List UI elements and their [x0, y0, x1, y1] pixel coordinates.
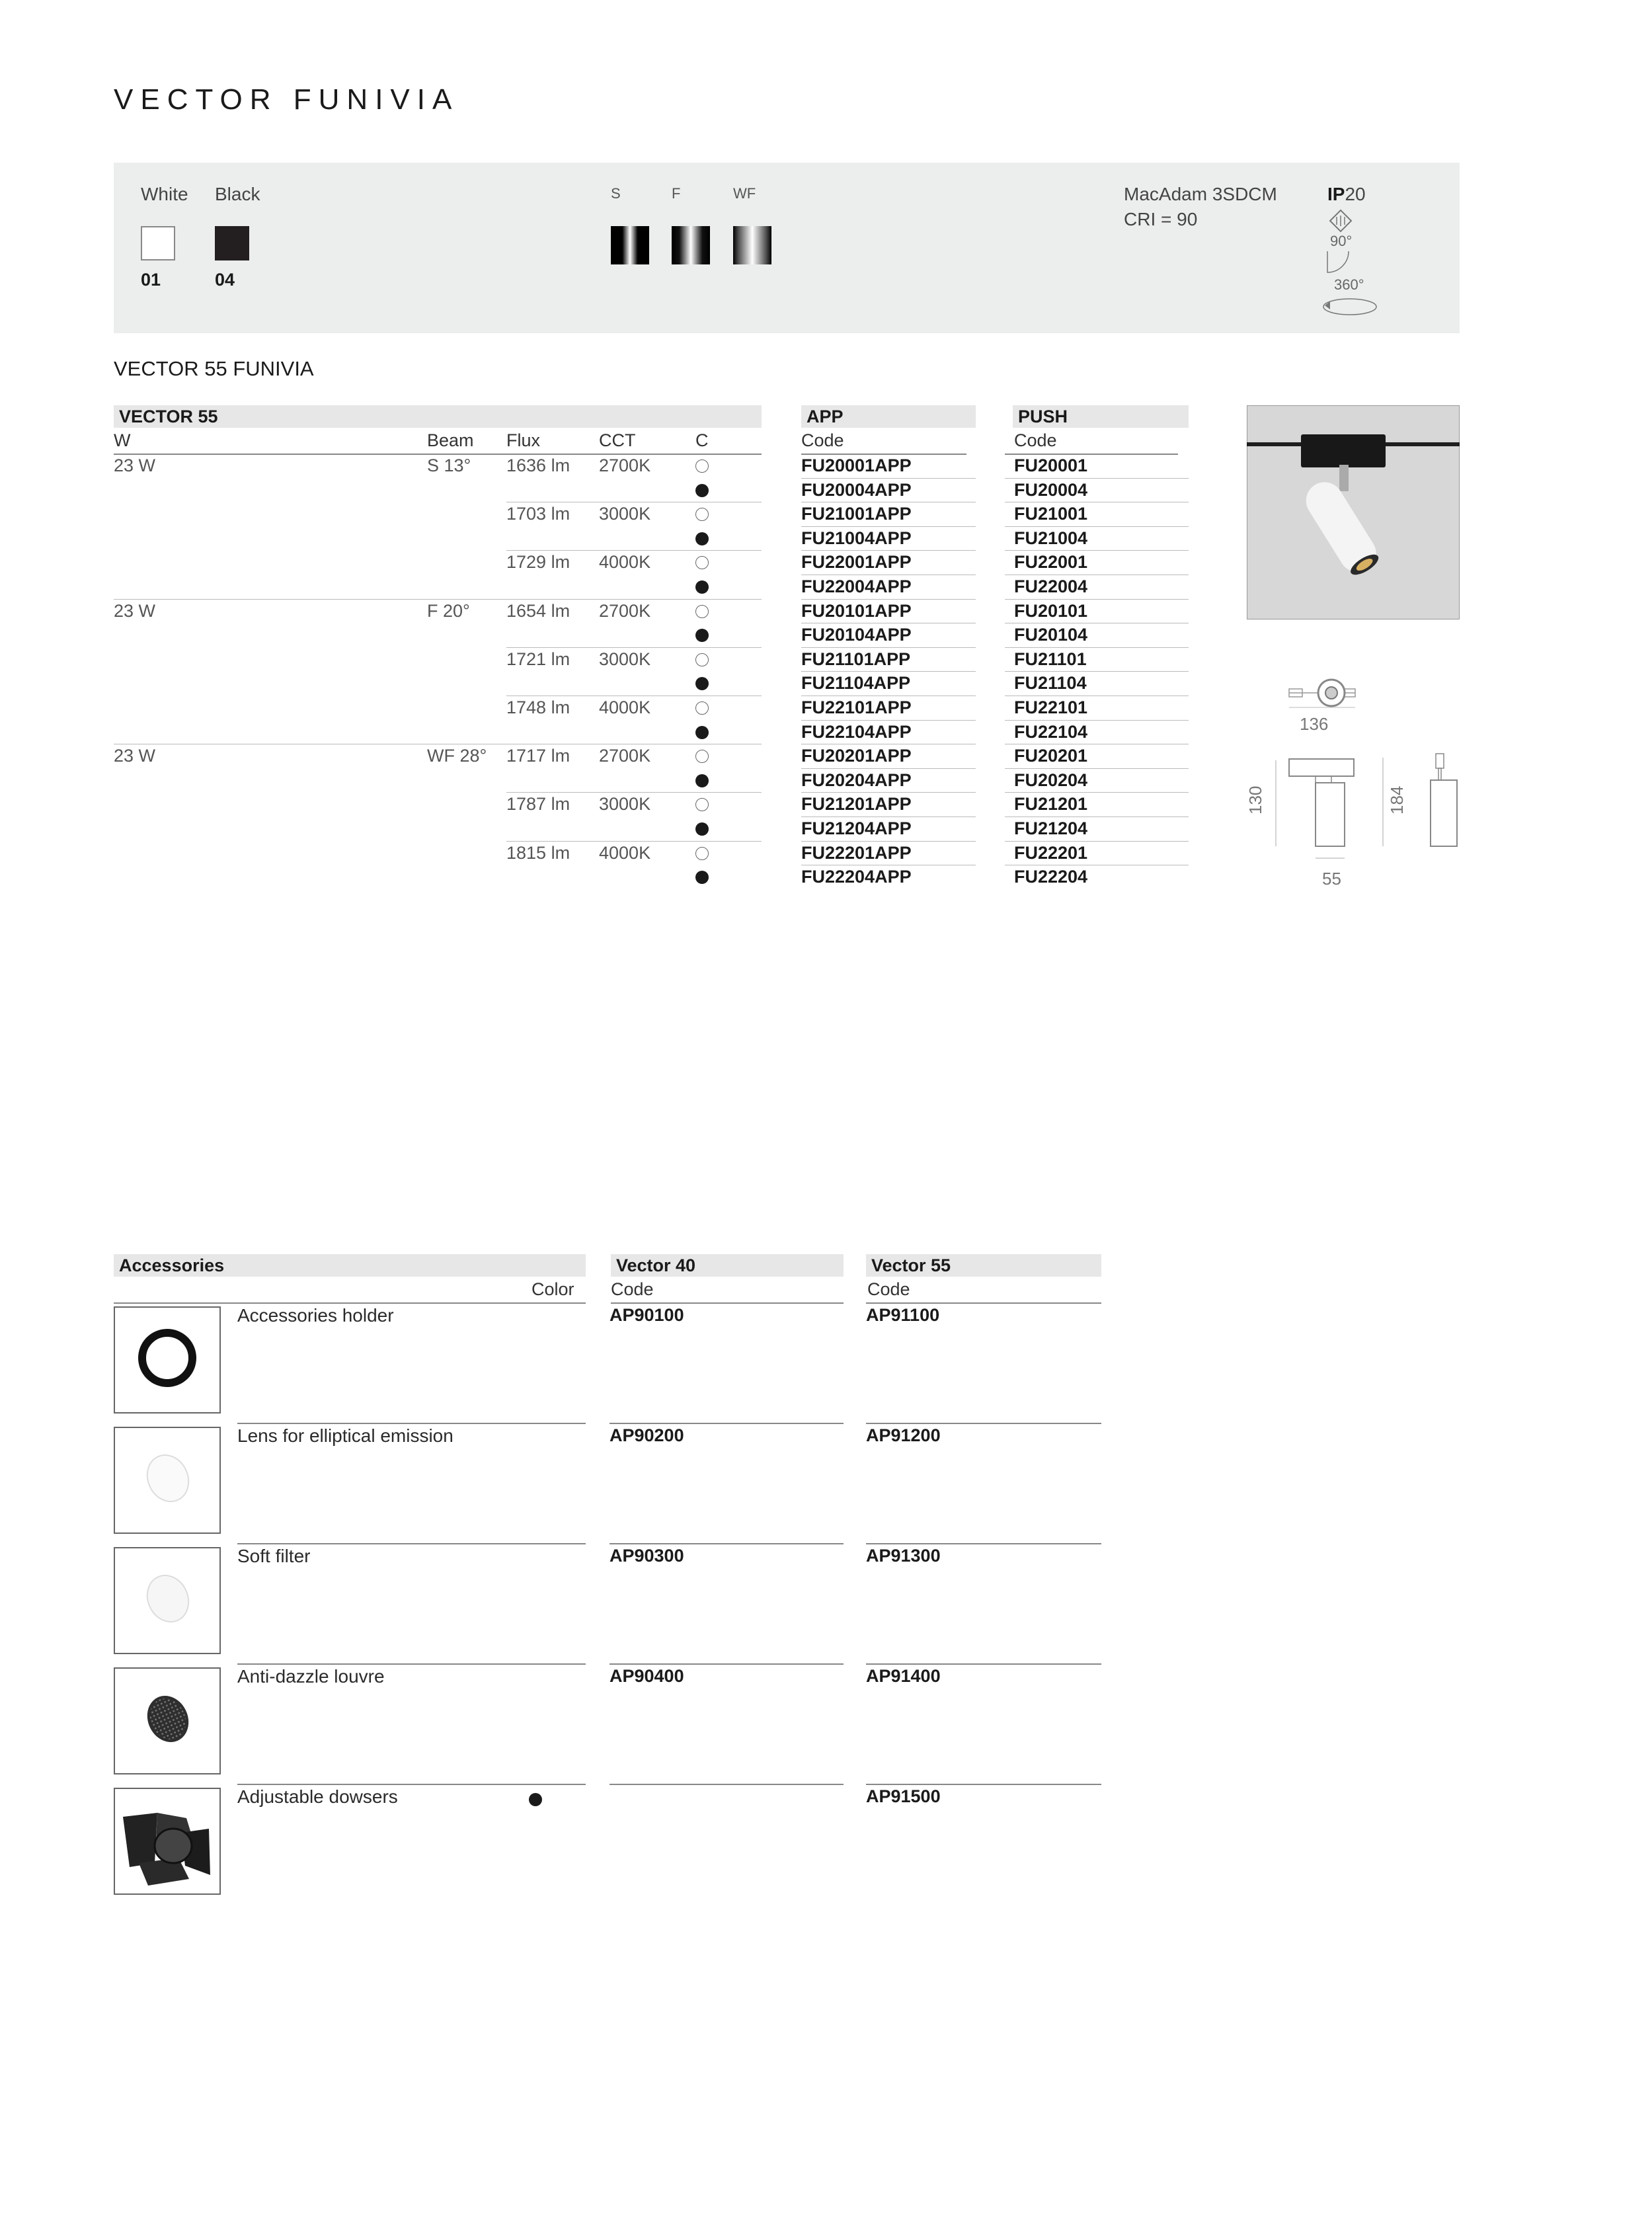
- ip-value: 20: [1345, 184, 1366, 204]
- row-wattage: 23 W: [114, 600, 156, 621]
- push-code-label: Code: [1014, 430, 1057, 450]
- col-header-flux: Flux: [506, 430, 541, 450]
- white-finish-dot: [695, 701, 709, 715]
- accessory-row-rule: [237, 1423, 586, 1424]
- app-code: FU22201APP: [801, 842, 912, 863]
- black-finish-dot: [695, 677, 709, 690]
- push-code: FU20001: [1014, 456, 1088, 475]
- vector55-code: AP91500: [866, 1786, 941, 1806]
- accessory-thumbnail: [114, 1788, 221, 1895]
- black-finish-dot: [529, 1793, 542, 1806]
- app-code: FU21004APP: [801, 528, 912, 548]
- row-cct: 3000K: [599, 504, 651, 524]
- vector40-row-rule: [610, 1423, 844, 1424]
- accessories-header-rule: [114, 1302, 586, 1304]
- row-beam: F 20°: [427, 600, 470, 621]
- row-flux: 1748 lm: [506, 697, 570, 717]
- app-code: FU21204APP: [801, 818, 912, 838]
- white-finish-dot: [695, 508, 709, 521]
- fixture-symbol-icon: [1327, 209, 1354, 233]
- push-code: FU21004: [1014, 528, 1088, 548]
- accessory-row-rule: [237, 1543, 586, 1544]
- ip-prefix: IP: [1327, 184, 1345, 204]
- app-code-label: Code: [801, 430, 844, 450]
- row-cct: 2700K: [599, 746, 651, 766]
- row-cct: 2700K: [599, 600, 651, 621]
- cri-spec: CRI = 90: [1124, 209, 1198, 229]
- vector40-code-label: Code: [611, 1279, 654, 1299]
- finish-label-black: Black: [215, 184, 260, 204]
- beam-label-s: S: [611, 185, 621, 202]
- accessory-row-rule: [237, 1784, 586, 1785]
- accessory-name: Accessories holder: [237, 1305, 394, 1326]
- tilt-angle: 90°: [1330, 233, 1353, 249]
- dim-top-width: 136: [1300, 714, 1329, 734]
- push-code: FU21001: [1014, 504, 1088, 524]
- macadam-spec: MacAdam 3SDCM: [1124, 184, 1277, 204]
- vector40-row-rule: [610, 1543, 844, 1544]
- ring-icon: [115, 1308, 219, 1412]
- accessory-thumbnail: [114, 1306, 221, 1414]
- white-finish-dot: [695, 798, 709, 811]
- row-beam: S 13°: [427, 456, 471, 475]
- push-code: FU20204: [1014, 770, 1088, 790]
- dim-height-right: 184: [1387, 785, 1407, 815]
- row-cct: 4000K: [599, 842, 651, 863]
- spot-beam-icon: [611, 226, 649, 264]
- white-finish-dot: [695, 750, 709, 763]
- vector40-header-rule: [611, 1302, 844, 1304]
- app-header: APP: [801, 405, 976, 428]
- row-flux: 1729 lm: [506, 552, 570, 573]
- vector55-code: AP91400: [866, 1666, 941, 1686]
- table-group-header: VECTOR 55: [114, 405, 762, 428]
- white-finish-dot: [695, 556, 709, 569]
- push-code: FU20101: [1014, 600, 1088, 621]
- vector40-code: AP90300: [610, 1546, 684, 1566]
- app-code: FU22001APP: [801, 552, 912, 573]
- vector55-row-rule: [866, 1543, 1101, 1544]
- beam-label-wf: WF: [733, 185, 756, 202]
- vector55-row-rule: [866, 1784, 1101, 1785]
- row-cct: 3000K: [599, 794, 651, 815]
- accessories-color-label: Color: [531, 1279, 574, 1299]
- app-code: FU20204APP: [801, 770, 912, 790]
- app-code: FU22204APP: [801, 867, 912, 887]
- black-finish-dot: [695, 629, 709, 642]
- accessory-name: Adjustable dowsers: [237, 1786, 398, 1807]
- app-code: FU22004APP: [801, 577, 912, 596]
- black-finish-dot: [695, 726, 709, 739]
- black-finish-dot: [695, 871, 709, 884]
- row-flux: 1721 lm: [506, 649, 570, 669]
- row-flux: 1654 lm: [506, 600, 570, 621]
- push-code: FU21101: [1014, 649, 1087, 669]
- accessory-name: Soft filter: [237, 1546, 311, 1566]
- dowsers-icon: [115, 1789, 219, 1893]
- row-flux: 1703 lm: [506, 504, 570, 524]
- black-finish-dot: [695, 532, 709, 545]
- lens-icon: [115, 1428, 219, 1533]
- rotation-angle: 360°: [1334, 276, 1364, 293]
- accessory-thumbnail: [114, 1427, 221, 1534]
- app-code: FU21101APP: [801, 649, 911, 669]
- row-wattage: 23 W: [114, 746, 156, 766]
- finish-code-white: 01: [141, 270, 161, 290]
- app-code: FU20201APP: [801, 746, 912, 766]
- tilt-arc-icon: [1326, 250, 1353, 276]
- app-code: FU21001APP: [801, 504, 912, 524]
- product-photo: [1247, 405, 1460, 619]
- push-code: FU22101: [1014, 697, 1088, 717]
- louvre-icon: [115, 1669, 219, 1773]
- push-code: FU22204: [1014, 867, 1088, 887]
- app-code: FU22101APP: [801, 697, 912, 717]
- app-code: FU22104APP: [801, 721, 912, 742]
- dim-bottom-width: 55: [1322, 869, 1341, 889]
- row-cct: 3000K: [599, 649, 651, 669]
- vector55-row-rule: [866, 1423, 1101, 1424]
- accessory-thumbnail: [114, 1667, 221, 1774]
- row-flux: 1636 lm: [506, 456, 570, 475]
- wide-flood-beam-icon: [733, 226, 771, 264]
- vector55-row-rule: [866, 1663, 1101, 1665]
- app-code: FU20004APP: [801, 479, 912, 500]
- black-swatch: [215, 226, 249, 260]
- vector40-row-rule: [610, 1784, 844, 1785]
- vector55-header-rule: [866, 1302, 1101, 1304]
- vector55-code: AP91300: [866, 1546, 941, 1566]
- row-wattage: 23 W: [114, 456, 156, 475]
- push-code: FU20201: [1014, 746, 1088, 766]
- vector40-code: AP90400: [610, 1666, 684, 1686]
- push-code: FU20104: [1014, 625, 1088, 645]
- accessories-header: Accessories: [114, 1254, 586, 1277]
- push-code: FU22201: [1014, 842, 1088, 863]
- col-header-beam: Beam: [427, 430, 474, 450]
- rotation-ellipse-icon: [1322, 294, 1382, 317]
- app-code: FU21104APP: [801, 673, 911, 694]
- white-finish-dot: [695, 459, 709, 473]
- push-code: FU21204: [1014, 818, 1088, 838]
- col-header-w: W: [114, 430, 131, 450]
- finish-code-black: 04: [215, 270, 235, 290]
- vector40-header: Vector 40: [611, 1254, 844, 1277]
- row-beam: WF 28°: [427, 746, 487, 766]
- row-flux: 1787 lm: [506, 794, 570, 815]
- vector55-code-label: Code: [867, 1279, 910, 1299]
- push-code: FU22104: [1014, 721, 1088, 742]
- accessory-name: Lens for elliptical emission: [237, 1425, 453, 1446]
- col-header-cct: CCT: [599, 430, 636, 450]
- white-swatch: [141, 226, 175, 260]
- app-code: FU20001APP: [801, 456, 912, 475]
- ip-rating: [1327, 184, 1366, 205]
- page-title: VECTOR FUNIVIA: [114, 83, 459, 116]
- app-code: FU20104APP: [801, 625, 912, 645]
- section-title: VECTOR 55 FUNIVIA: [114, 357, 314, 380]
- black-finish-dot: [695, 822, 709, 836]
- row-flux: 1815 lm: [506, 842, 570, 863]
- push-code: FU22004: [1014, 577, 1088, 596]
- row-flux: 1717 lm: [506, 746, 570, 766]
- push-header: PUSH: [1013, 405, 1189, 428]
- black-finish-dot: [695, 580, 709, 594]
- push-code: FU22001: [1014, 552, 1088, 573]
- push-code: FU21104: [1014, 673, 1087, 694]
- dim-height-left: 130: [1245, 785, 1265, 815]
- push-code: FU21201: [1014, 794, 1088, 815]
- vector55-header: Vector 55: [866, 1254, 1101, 1277]
- row-cct: 4000K: [599, 552, 651, 573]
- vector55-code: AP91100: [866, 1305, 940, 1325]
- black-finish-dot: [695, 774, 709, 787]
- row-cct: 2700K: [599, 456, 651, 475]
- white-finish-dot: [695, 605, 709, 618]
- vector40-row-rule: [610, 1663, 844, 1665]
- dimension-drawing: [1249, 661, 1468, 899]
- row-cct: 4000K: [599, 697, 651, 717]
- accessory-thumbnail: [114, 1547, 221, 1654]
- vector55-code: AP91200: [866, 1425, 941, 1445]
- push-code: FU20004: [1014, 479, 1088, 500]
- vector40-code: AP90200: [610, 1425, 684, 1445]
- app-code: FU21201APP: [801, 794, 912, 815]
- beam-label-f: F: [672, 185, 681, 202]
- black-finish-dot: [695, 484, 709, 497]
- finish-label-white: White: [141, 184, 188, 204]
- col-header-c: C: [695, 430, 709, 450]
- accessory-row-rule: [237, 1663, 586, 1665]
- flood-beam-icon: [672, 226, 710, 264]
- app-code: FU20101APP: [801, 600, 912, 621]
- vector40-code: AP90100: [610, 1305, 684, 1325]
- filter-icon: [115, 1548, 219, 1653]
- accessory-name: Anti-dazzle louvre: [237, 1666, 385, 1687]
- white-finish-dot: [695, 847, 709, 860]
- white-finish-dot: [695, 653, 709, 666]
